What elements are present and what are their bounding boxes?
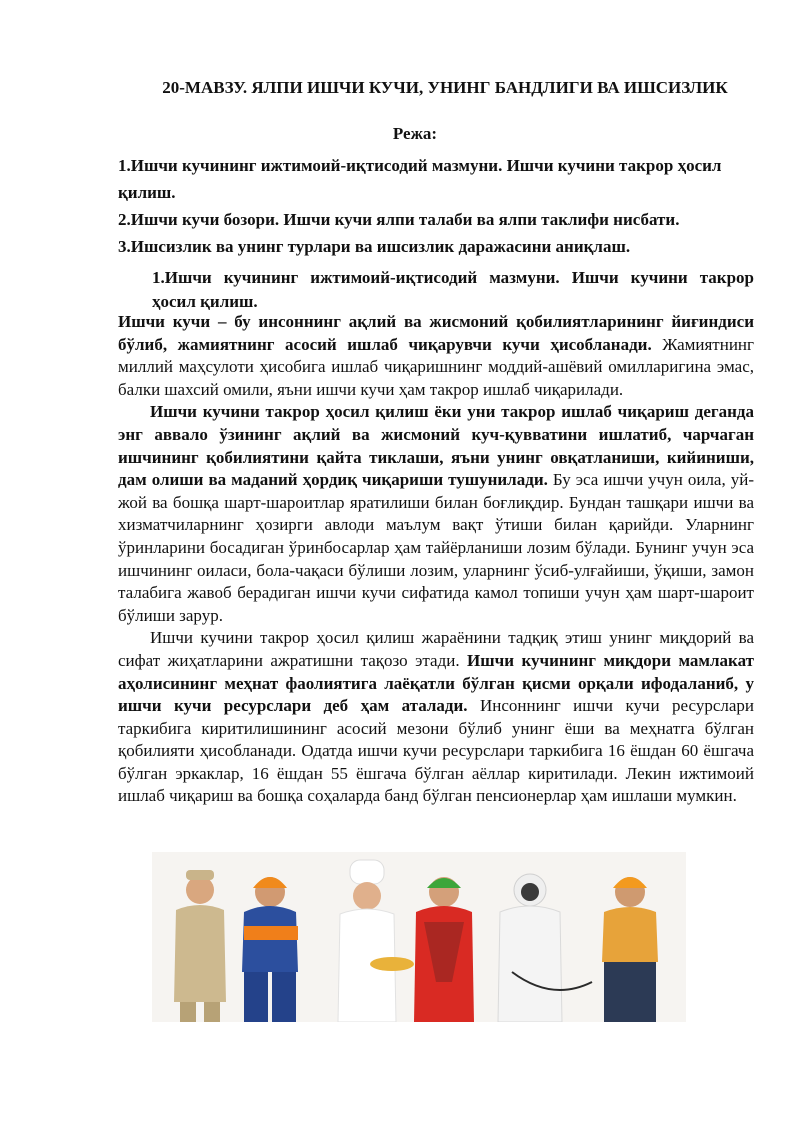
workers-photo [152, 852, 686, 1022]
definition-bold: Ишчи кучини такрор ҳосил қилиш ёки уни такрор ишлаб чиқариш деганда энг аввало ўзининг ақлий ва жисмоний куч-қувватини ишлатиб, чарчаган ишчининг қобилиятини қайта тиклаши, яъни унинг овқатланиши, кийиниши, дам олиши ва маданий ҳордиқ чиқариши тушунилади. [118, 402, 754, 490]
plan-list [118, 152, 758, 260]
paragraph-3 [118, 627, 754, 808]
page-title: 20-МАВЗУ. ЯЛПИ ИШЧИ КУЧИ, УНИНГ БАНДЛИГИ ВА ИШСИЗЛИК [162, 78, 728, 97]
paragraph-text: Бу эса ишчи учун оила, уй-жой ва бошқа шарт-шароитлар яратилиши билан боғлиқдир. Бундан ташқари ишчи ва хизматчиларнинг ҳозирги авлоди маълум вақт ўтиши билан қарийди. Уларнинг ўринларини босадиган ўринбосарлар ҳам тайёрланиши лозим бўлади. Бунинг учун эса ишчининг оиласи, бола-чақаси бўлиши лозим, уларнинг ўсиб-улғайиши, ўқиши, замон талабига жавоб берадиган ишчи кучи сифатида камол топиши учун ҳам шарт-шароит бўлиши зарур. [118, 470, 754, 625]
definition-bold: Ишчи кучи – бу инсоннинг ақлий ва жисмоний қобилиятларининг йиғиндиси бўлиб, жамиятнинг асосий ишлаб чиқарувчи кучи ҳисобланади. [118, 312, 754, 354]
plan-item: 3.Ишсизлик ва унинг турлари ва ишсизлик даражасини аниқлаш. [118, 237, 631, 256]
workers-illustration [152, 852, 686, 1022]
paragraph-2 [118, 401, 754, 627]
plan-item: 1.Ишчи кучининг ижтимоий-иқтисодий мазмуни. Ишчи кучини такрор ҳосил қилиш. [118, 156, 722, 202]
paragraph-text: Инсоннинг ишчи кучи ресурслари таркибига киритилишининг асосий мезони бўлиб унинг ёши ва меҳнатга бўлган қобилияти ҳисобланади. Одатда ишчи кучи ресурслари таркибига 16 ёшдан 60 ёшгача бўлган эркаклар, 16 ёшдан 55 ёшгача бўлган аёллар киритилади. Лекин ижтимоий ишлаб чиқариш ва бошқа соҳаларда банд бўлган пенсионерлар ҳам ишлаши мумкин. [118, 696, 754, 806]
plan-item: 2.Ишчи кучи бозори. Ишчи кучи ялпи талаби ва ялпи таклифи нисбати. [118, 210, 680, 229]
paragraph-text: Жамиятнинг миллий маҳсулоти ҳисобига ишлаб чиқаришнинг моддий-ашёвий омилларигина эмас, балки шахсий омили, яъни ишчи кучи ҳам такрор ишлаб чиқарилади. [118, 334, 754, 399]
definition-bold: Ишчи кучининг миқдори мамлакат аҳолисининг меҳнат фаолиятига лаёқатли бўлган қисми орқали ифодаланиб, у ишчи кучи ресурслари деб ҳам аталади. [118, 650, 754, 716]
body-text [118, 311, 754, 808]
plan-heading: Режа: [392, 124, 438, 143]
paragraph-text: Ишчи кучини такрор ҳосил қилиш жараёнини тадқиқ этиш унинг миқдорий ва сифат жиҳатларини ажратишни тақозо этади. [118, 628, 754, 670]
section-heading: 1.Ишчи кучининг ижтимоий-иқтисодий мазмуни. Ишчи кучини такрор ҳосил қилиш. [152, 268, 754, 311]
paragraph-1 [118, 311, 754, 401]
